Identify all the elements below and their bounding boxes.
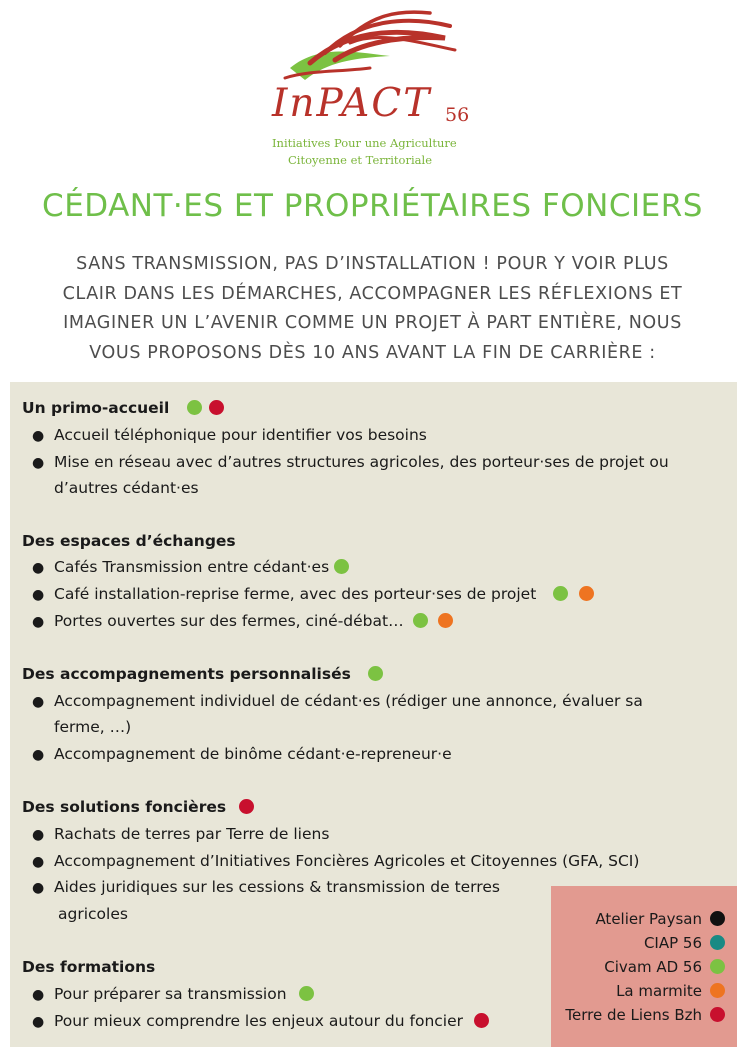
legend-box [551, 886, 737, 1047]
list-item: ● Accompagnement d’Initiatives Foncières Agricoles et Citoyennes (GFA, SCI) [32, 852, 640, 870]
terre-de-liens-dot-icon [474, 1013, 489, 1028]
bullet-dot-icon: ● [32, 694, 45, 710]
inpact-logo [262, 8, 492, 168]
bullet-dot-icon: ● [32, 880, 45, 896]
civam-dot-icon [413, 613, 428, 628]
civam-dot-icon [553, 586, 568, 601]
legend-item-ciap56: CIAP 56 [644, 934, 725, 952]
swoosh-logo-icon [280, 8, 460, 88]
logo-wordmark: InPACT [272, 81, 432, 126]
bullet-dot-icon: ● [32, 827, 45, 843]
terre-de-liens-dot-icon [710, 1007, 725, 1022]
legend-item-la-marmite: La marmite [616, 982, 725, 1000]
bullet-dot-icon: ● [32, 587, 45, 603]
bullet-dot-icon: ● [32, 747, 45, 763]
list-item: ● Café installation-reprise ferme, avec des porteur·ses de projet [32, 585, 594, 603]
terre-de-liens-dot-icon [239, 799, 254, 814]
list-item: ● Pour préparer sa transmission [32, 985, 314, 1003]
intro-line: SANS TRANSMISSION, PAS D’INSTALLATION ! POUR Y VOIR PLUS [76, 254, 669, 274]
section-title-text: Des solutions foncières [22, 798, 227, 816]
legend-item-civam: Civam AD 56 [604, 958, 725, 976]
section-title-primo [22, 399, 224, 417]
la-marmite-dot-icon [438, 613, 453, 628]
page-title: CÉDANT·ES ET PROPRIÉTAIRES FONCIERS [42, 188, 703, 224]
list-item: ● Accueil téléphonique pour identifier vos besoins [32, 426, 427, 444]
list-item-continuation: d’autres cédant·es [54, 479, 199, 497]
ciap56-dot-icon [710, 935, 725, 950]
bullet-dot-icon: ● [32, 1014, 45, 1030]
civam-dot-icon [299, 986, 314, 1001]
bullet-dot-icon: ● [32, 987, 45, 1003]
bullet-dot-icon: ● [32, 560, 45, 576]
list-item: ● Accompagnement individuel de cédant·es (rédiger une annonce, évaluer sa [32, 692, 643, 710]
list-item: ● Rachats de terres par Terre de liens [32, 825, 330, 843]
intro-text [30, 250, 715, 368]
section-title-accompagnements [22, 665, 383, 683]
bullet-dot-icon: ● [32, 455, 45, 471]
list-item: ● Accompagnement de binôme cédant·e-repreneur·e [32, 745, 452, 763]
list-item: ● Cafés Transmission entre cédant·es [32, 558, 349, 576]
bullet-dot-icon: ● [32, 614, 45, 630]
intro-line: CLAIR DANS LES DÉMARCHES, ACCOMPAGNER LES RÉFLEXIONS ET [62, 283, 683, 304]
logo-tagline-2: Citoyenne et Territoriale [288, 153, 432, 167]
civam-dot-icon [710, 959, 725, 974]
logo-tagline-1: Initiatives Pour une Agriculture [272, 136, 457, 150]
list-item: ● Pour mieux comprendre les enjeux autour du foncier [32, 1012, 489, 1030]
civam-dot-icon [334, 559, 349, 574]
section-title-formations: Des formations [22, 958, 156, 976]
legend-item-atelier-paysan: Atelier Paysan [595, 910, 725, 928]
list-item-continuation: agricoles [58, 905, 128, 923]
list-item: ● Aides juridiques sur les cessions & transmission de terres [32, 878, 500, 896]
civam-dot-icon [368, 666, 383, 681]
section-title-foncieres [22, 798, 254, 816]
bullet-dot-icon: ● [32, 428, 45, 444]
legend-item-terre-de-liens: Terre de Liens Bzh [565, 1006, 725, 1024]
intro-line: IMAGINER UN L’AVENIR COMME UN PROJET À PART ENTIÈRE, NOUS [63, 313, 682, 333]
la-marmite-dot-icon [579, 586, 594, 601]
list-item: ● Portes ouvertes sur des fermes, ciné-débat… [32, 612, 453, 630]
bullet-dot-icon: ● [32, 854, 45, 870]
list-item: ● Mise en réseau avec d’autres structures agricoles, des porteur·ses de projet ou [32, 453, 669, 471]
civam-dot-icon [187, 400, 202, 415]
intro-line: VOUS PROPOSONS DÈS 10 ANS AVANT LA FIN DE CARRIÈRE : [89, 342, 656, 363]
atelier-paysan-dot-icon [710, 911, 725, 926]
list-item-continuation: ferme, …) [54, 718, 132, 736]
section-title-echanges: Des espaces d’échanges [22, 532, 236, 550]
terre-de-liens-dot-icon [209, 400, 224, 415]
logo-number: 56 [445, 104, 470, 126]
section-title-text: Un primo-accueil [22, 399, 170, 417]
la-marmite-dot-icon [710, 983, 725, 998]
section-title-text: Des accompagnements personnalisés [22, 665, 351, 683]
